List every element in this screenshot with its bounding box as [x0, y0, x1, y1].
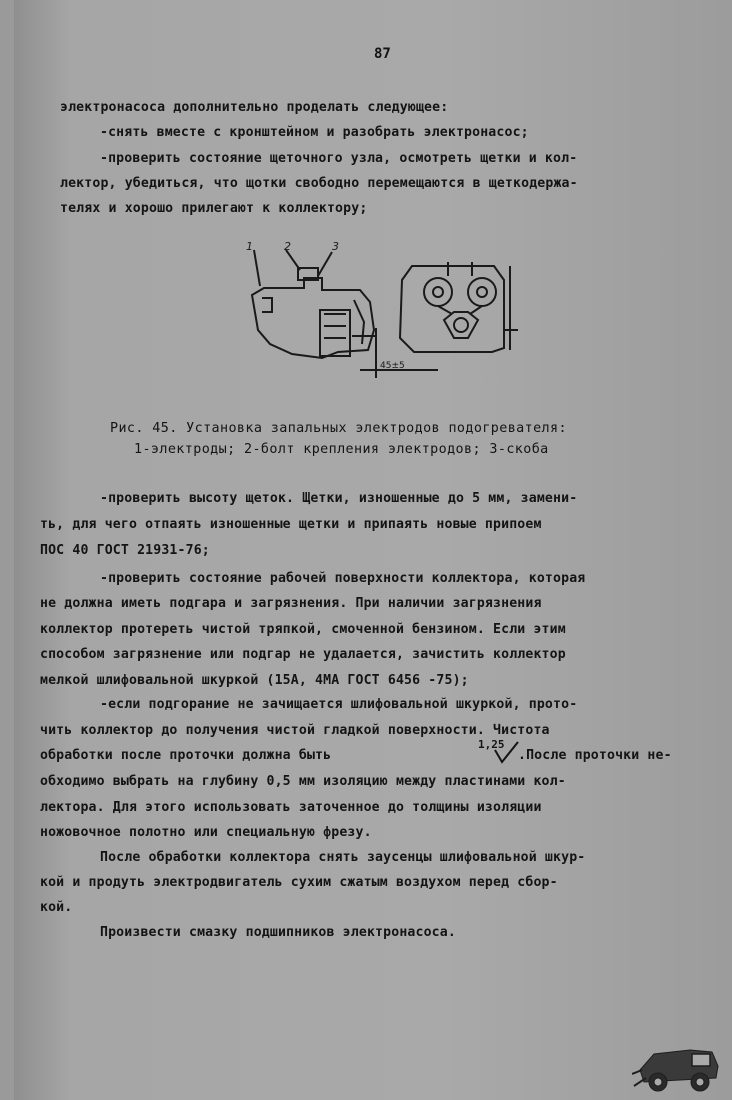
- text-line: ножовочное полотно или специальную фрезу.: [40, 825, 372, 840]
- document-page: [14, 0, 732, 1100]
- text-line: -проверить состояние щеточного узла, осмотреть щетки и кол-: [100, 151, 578, 166]
- truck-logo-icon: [632, 1040, 724, 1094]
- text-line: ть, для чего отпаять изношенные щетки и припаять новые припоем: [40, 517, 542, 532]
- text-line: лектора. Для этого использовать заточенное до толщины изоляции: [40, 800, 542, 815]
- callout-3: 3: [332, 240, 339, 253]
- roughness-value: 1,25: [478, 738, 505, 751]
- text-line: лектор, убедиться, что щотки свободно перемещаются в щеткодержа-: [60, 176, 578, 191]
- text-line: электронасоса дополнительно проделать следующее:: [60, 100, 449, 115]
- dimension-label: 45±5: [380, 361, 405, 371]
- surface-roughness-icon: [494, 740, 520, 766]
- text-line: После обработки коллектора снять заусенцы шлифовальной шкур-: [100, 850, 586, 865]
- text-line: Произвести смазку подшипников электронасоса.: [100, 925, 456, 940]
- text-line: -если подгорание не зачищается шлифовальной шкуркой, прото-: [100, 697, 578, 712]
- text-line: способом загрязнение или подгар не удалается, зачистить коллектор: [40, 647, 566, 662]
- text-line: -проверить высоту щеток. Щетки, изношенные до 5 мм, замени-: [100, 491, 578, 506]
- text-line: кой и продуть электродвигатель сухим сжатым воздухом перед сбор-: [40, 875, 558, 890]
- text-line: чить коллектор до получения чистой гладкой поверхности. Чистота: [40, 723, 550, 738]
- text-line: коллектор протереть чистой тряпкой, смоченной бензином. Если этим: [40, 622, 566, 637]
- text-line: телях и хорошо прилегают к коллектору;: [60, 201, 368, 216]
- text-line: .После проточки не-: [518, 748, 672, 763]
- text-line: ПОС 40 ГОСТ 21931-76;: [40, 543, 210, 558]
- text-line: кой.: [40, 900, 73, 915]
- text-line: мелкой шлифовальной шкуркой (15А, 4МА ГОСТ 6456 -75);: [40, 673, 469, 688]
- text-line: -проверить состояние рабочей поверхности коллектора, которая: [100, 571, 586, 586]
- callout-2: 2: [284, 240, 291, 253]
- text-line: обработки после проточки должна быть: [40, 748, 332, 763]
- callout-1: 1: [246, 240, 253, 253]
- text-line: обходимо выбрать на глубину 0,5 мм изоляцию между пластинами кол-: [40, 774, 566, 789]
- page-number: 87: [374, 46, 391, 62]
- figure-caption: 1-электроды; 2-болт крепления электродов; 3-скоба: [134, 442, 549, 457]
- text-line: не должна иметь подгара и загрязнения. При наличии загрязнения: [40, 596, 542, 611]
- text-line: -снять вместе с кронштейном и разобрать электронасос;: [100, 125, 529, 140]
- electrode-installation-figure: [242, 240, 532, 385]
- figure-caption: Рис. 45. Установка запальных электродов подогревателя:: [110, 421, 567, 436]
